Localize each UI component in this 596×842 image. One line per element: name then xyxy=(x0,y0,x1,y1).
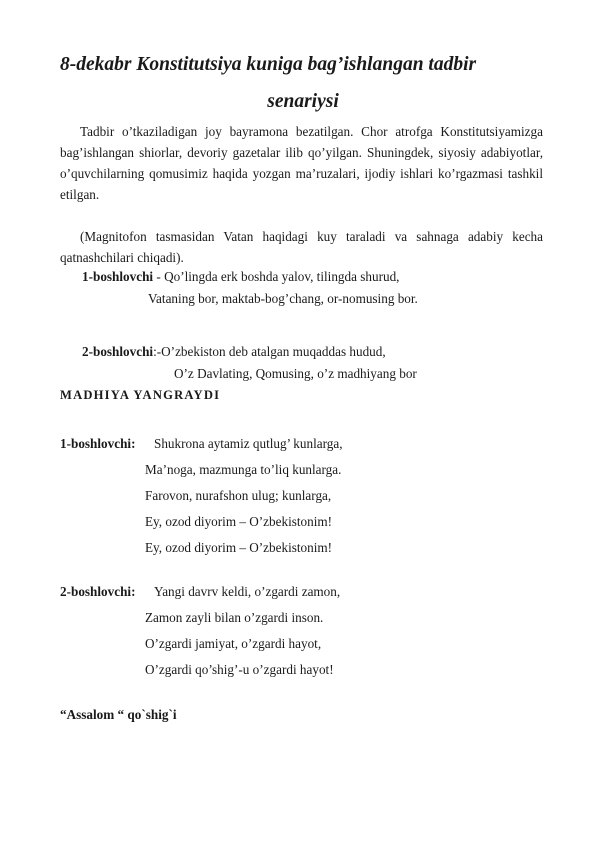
verse-line: Farovon, nurafshon ulug; kunlarga, xyxy=(145,488,332,503)
host2-label: 2-boshlovchi xyxy=(82,344,154,359)
verse-line: Shukrona aytamiz qutlug’ kunlarga, xyxy=(154,436,343,451)
host2-intro-text: :-O’zbekiston deb atalgan muqaddas hudud, xyxy=(153,344,386,359)
verse1-label: 1-boshlovchi: xyxy=(60,436,136,451)
section-heading: MADHIYA YANGRAYDI xyxy=(60,388,221,402)
verse-line: Ma’noga, mazmunga to’liq kunlarga. xyxy=(145,462,342,477)
intro-paragraph-1: Tadbir o’tkaziladigan joy bayramona bezatilgan. Chor atrofga Konstitutsiyamizga bag’ishlangan shiorlar, devoriy gazetalar ilib qo’yilgan. Shuningdek, siyosiy adabiyotlar, o’quvchilarning qomusimiz haqida yozgan ma’ruzalari, ijodiy ishlari ko’rgazmasi tashkil etilgan. xyxy=(60,124,543,202)
host1-intro-line1 xyxy=(82,269,399,285)
page-title-line2: senariysi xyxy=(267,91,339,112)
verse-line: Ey, ozod diyorim – O’zbekistonim! xyxy=(145,540,333,555)
verse-line: O’zgardi qo’shig’-u o’zgardi hayot! xyxy=(145,662,334,677)
verse-line: Zamon zayli bilan o’zgardi inson. xyxy=(145,610,324,625)
verse2-label: 2-boshlovchi: xyxy=(60,584,136,599)
host2-intro-line1 xyxy=(82,344,386,360)
verse-line: Yangi davrv keldi, o’zgardi zamon, xyxy=(154,584,341,599)
host1-intro-line2: Vataning bor, maktab-bog’chang, or-nomusing bor. xyxy=(148,291,418,306)
verse-line: O’zgardi jamiyat, o’zgardi hayot, xyxy=(145,636,322,651)
verse-line: Ey, ozod diyorim – O’zbekistonim! xyxy=(145,514,333,529)
host1-intro-text: - Qo’lingda erk boshda yalov, tilingda shurud, xyxy=(153,269,400,284)
host2-intro-line2: O’z Davlating, Qomusing, o’z madhiyang bor xyxy=(174,366,417,381)
page-title-line1: 8-dekabr Konstitutsiya kuniga bag’ishlangan tadbir xyxy=(60,54,477,75)
intro-paragraph-2: (Magnitofon tasmasidan Vatan haqidagi kuy taraladi va sahnaga adabiy kecha qatnashchilari chiqadi). xyxy=(60,229,543,265)
host1-label: 1-boshlovchi xyxy=(82,269,154,284)
song-title: “Assalom “ qo`shig`i xyxy=(60,707,177,722)
